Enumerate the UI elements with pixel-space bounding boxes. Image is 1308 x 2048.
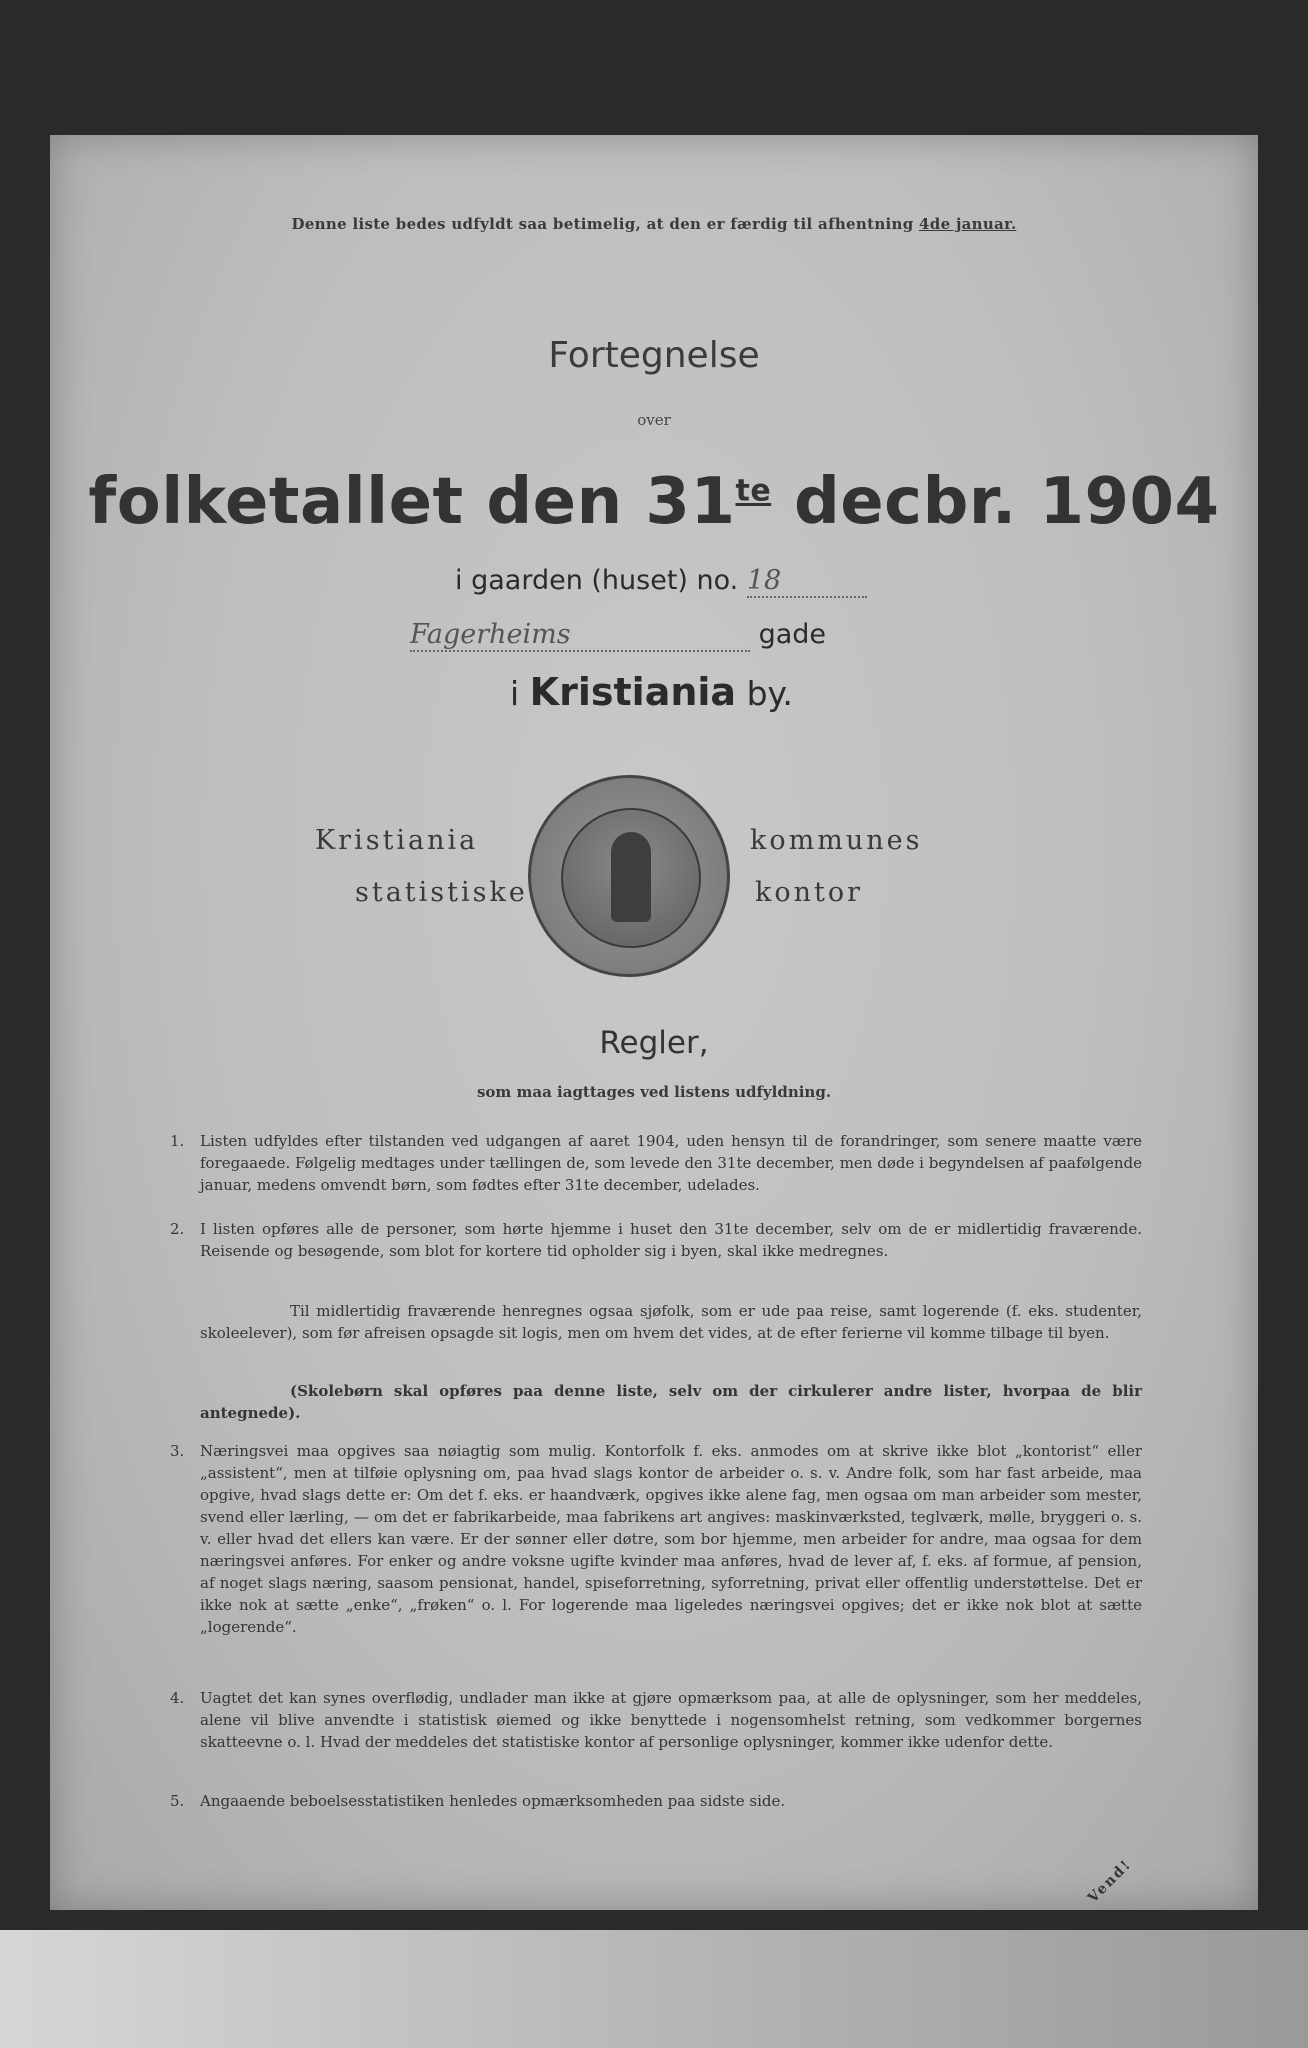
- rule-1: [170, 1130, 1142, 1196]
- house-number-field: [747, 565, 867, 598]
- street-value: Fagerheims: [410, 619, 571, 650]
- street-label: gade: [758, 619, 827, 650]
- city-prefix: i: [510, 674, 520, 713]
- rule-text: I listen opføres alle de personer, som hørte hjemme i huset den 31te december, selv om de er midlertidig fraværende. Reisende og besøgende, som blot for kortere tid opholder sig i byen, skal ikke medregnes.: [200, 1220, 1142, 1260]
- street-line: [410, 619, 826, 652]
- rule-2-note: [200, 1300, 1142, 1344]
- office-right-2: kontor: [755, 877, 864, 908]
- rule-text: Næringsvei maa opgives saa nøiagtig som mulig. Kontorfolk f. eks. anmodes om at skrive ikke blot „kontorist“ eller „assistent“, men at tilføie oplysning om, paa hvad slags kontor de arbeider o. s. v. Andre folk, som har fast arbeide, maa opgive, hvad slags dette er: Om det f. eks. er haandværk, opgives ikke alene fag, men ogsaa om man arbeider som mester, svend eller lærling, — om det er fabrikarbeide, maa fabrikens art angives: maskinværksted, teglværk, mølle, bryggeri o. s. v. eller hvad det ellers kan være. Er der sønner eller døtre, som bor hjemme, men arbeider for andre, maa ogsaa for dem næringsvei anføres. For enker og andre voksne ugifte kvinder maa anføres, hvad de lever af, f. eks. af formue, af pension, af noget slags næring, saasom pensionat, handel, spiseforretning, syforretning, privat eller offentlig understøttelse. Det er ikke nok at sætte „enke“, „frøken“ o. l. For logerende maa ligeledes næringsvei opgives; det er ikke nok blot at sætte „logerende“.: [200, 1442, 1142, 1636]
- rule-2: [170, 1218, 1142, 1262]
- rule-number: 2.: [170, 1220, 185, 1238]
- main-heading-sup: te: [735, 473, 772, 509]
- office-left-1: Kristiania: [315, 825, 479, 856]
- street-field: [410, 619, 750, 652]
- rule-number: 3.: [170, 1442, 185, 1460]
- city-seal-icon: [528, 775, 730, 977]
- main-heading: [50, 465, 1258, 539]
- office-right-1: kommunes: [750, 825, 923, 856]
- rule-number: 1.: [170, 1132, 185, 1150]
- rule-text: Til midlertidig fraværende henregnes ogsaa sjøfolk, som er ude paa reise, samt logerende (f. eks. studenter, skoleelever), som før afreisen opsagde sit logis, men om hvem det vides, at de efter ferierne vil komme tilbage til byen.: [200, 1302, 1142, 1342]
- seal-inner: [561, 808, 701, 948]
- census-form-page: [50, 135, 1258, 1910]
- rule-3: [170, 1440, 1142, 1638]
- rule-text: (Skolebørn skal opføres paa denne liste, selv om der cirkulerer andre lister, hvorpaa de blir antegnede).: [200, 1382, 1142, 1422]
- rule-text: Angaaende beboelsesstatistiken henledes opmærksomheden paa sidste side.: [200, 1792, 786, 1810]
- rule-text: Listen udfyldes efter tilstanden ved udgangen af aaret 1904, uden hensyn til de forandringer, som senere maatte være foregaaede. Følgelig medtages under tællingen de, som levede den 31te december, men døde i begyndelsen af paafølgende januar, medens omvendt børn, som fødtes efter 31te december, udelades.: [200, 1132, 1142, 1194]
- house-label: i gaarden (huset) no.: [455, 565, 739, 596]
- rule-number: 5.: [170, 1792, 185, 1810]
- main-heading-prefix: folketallet den 31: [88, 465, 736, 539]
- rules-subtitle: som maa iagttages ved listens udfyldning.: [476, 1083, 832, 1101]
- notice-text: Denne liste bedes udfyldt saa betimelig, at den er færdig til afhentning: [291, 215, 914, 233]
- form-over: over: [637, 411, 671, 429]
- rules-title: Regler,: [599, 1025, 709, 1061]
- seal-figure-icon: [611, 832, 651, 922]
- main-heading-suffix: decbr. 1904: [793, 465, 1220, 539]
- pickup-notice: [50, 215, 1258, 233]
- form-title: Fortegnelse: [548, 335, 760, 376]
- house-number-value: 18: [746, 565, 782, 596]
- rule-2-schoolchildren: [200, 1380, 1142, 1424]
- turn-over-note: Vend!: [1085, 1856, 1135, 1907]
- rule-text: Uagtet det kan synes overflødig, undlader man ikke at gjøre opmærksom paa, at alle de oplysninger, som her meddeles, alene vil blive anvendte i statistisk øiemed og ikke benyttede i nogensomhelst retning, som vedkommer borgernes skatteevne o. l. Hvad der meddeles det statistiske kontor af personlige oplysninger, kommer ikke udenfor dette.: [200, 1689, 1142, 1751]
- scanner-background: [0, 1930, 1308, 2048]
- notice-date: 4de januar.: [919, 215, 1017, 233]
- city-suffix: by.: [746, 674, 793, 713]
- office-left-2: statistiske: [355, 877, 528, 908]
- rule-4: [170, 1687, 1142, 1753]
- city-line: [510, 670, 793, 714]
- rule-number: 4.: [170, 1689, 185, 1707]
- city-name: Kristiania: [529, 670, 737, 714]
- house-number-line: [455, 565, 867, 598]
- rule-5: [170, 1790, 1142, 1812]
